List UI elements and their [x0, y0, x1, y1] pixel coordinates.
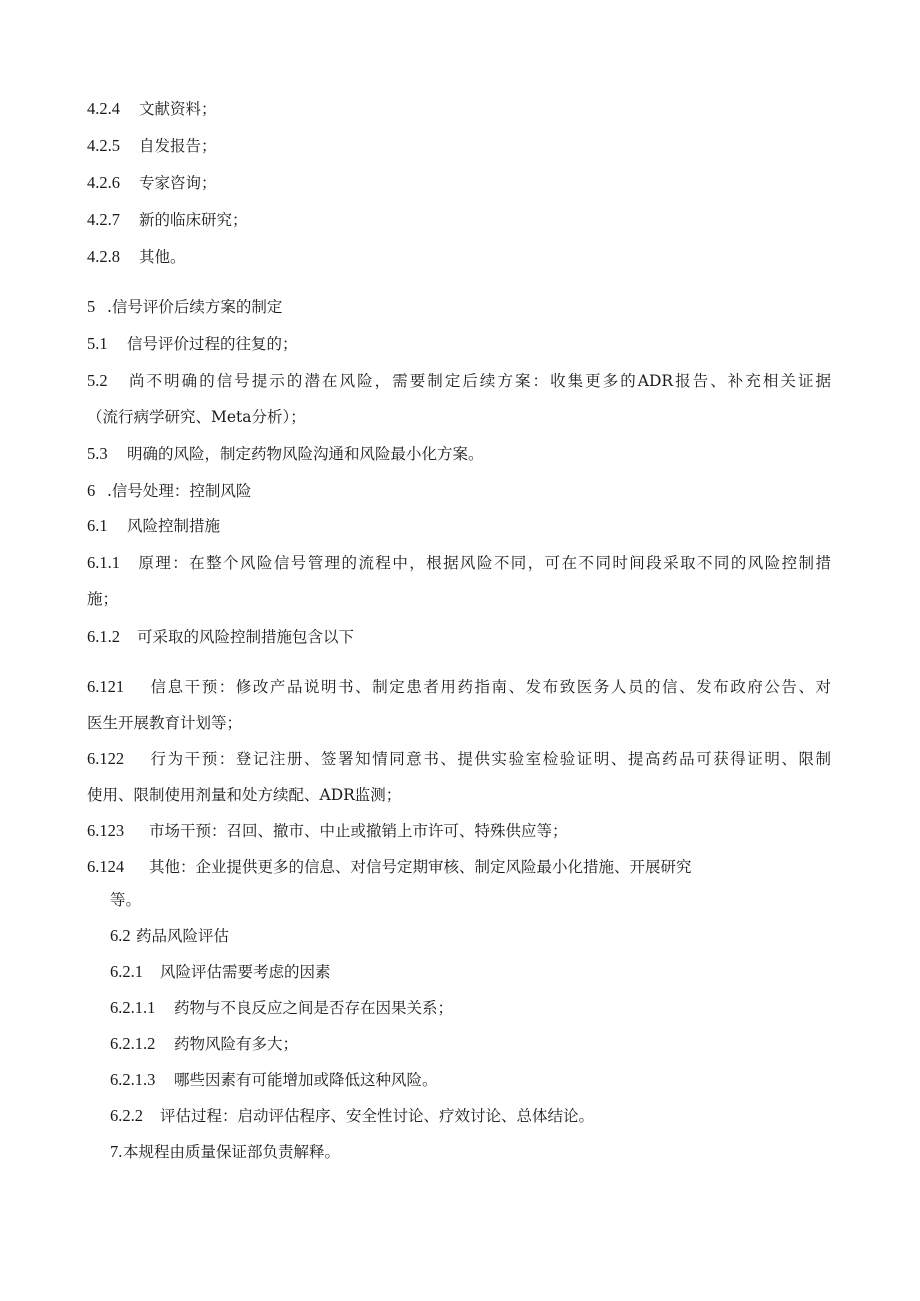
item-text: 明确的风险，制定药物风险沟通和风险最小化方案。: [127, 445, 484, 463]
item-text: 新的临床研究；: [139, 211, 248, 229]
item-text: 施；: [87, 590, 119, 608]
item-number: 6.2.2: [110, 1106, 143, 1125]
item-6-121: [87, 677, 831, 697]
item-6-1-1: [87, 553, 831, 573]
item-7: [110, 1142, 340, 1162]
item-6-2-1-1: [110, 998, 453, 1018]
item-number: 6.2: [110, 926, 131, 945]
item-4-2-5: [87, 136, 217, 156]
item-number: 6.1.1: [87, 553, 120, 572]
item-text: 可采取的风险控制措施包含以下: [137, 628, 355, 646]
item-5-3: [87, 444, 484, 464]
item-text: 药物与不良反应之间是否存在因果关系；: [174, 999, 454, 1017]
item-number: 4.2.4: [87, 99, 120, 118]
item-number: 6.123: [87, 821, 125, 840]
item-number: 5.2: [87, 371, 108, 390]
item-number: 6.124: [87, 857, 125, 876]
section-number: 6: [87, 481, 96, 500]
item-text: 等。: [110, 891, 142, 909]
item-number: 4.2.5: [87, 136, 120, 155]
item-text: 信息干预：修改产品说明书、制定患者用药指南、发布致医务人员的信、发布政府公告、对: [149, 678, 831, 696]
item-6-122: [87, 749, 831, 769]
item-text: 药物风险有多大；: [174, 1035, 299, 1053]
item-6-124-continued: [110, 890, 141, 910]
item-text: 信号评价过程的往复的；: [127, 335, 298, 353]
item-number: 6.122: [87, 749, 125, 768]
item-text: 本规程由质量保证部负责解释。: [123, 1143, 341, 1161]
item-text: 自发报告；: [139, 137, 217, 155]
item-6-1-1-continued: [87, 589, 118, 609]
item-6-2-1-3: [110, 1070, 438, 1090]
item-text: 行为干预：登记注册、签署知情同意书、提供实验室检验证明、提高药品可获得证明、限制: [149, 750, 831, 768]
item-number: 7.: [110, 1142, 123, 1161]
item-5-2: [87, 371, 831, 391]
item-text: 使用、限制使用剂量和处方续配、ADR监测；: [87, 786, 402, 804]
item-number: 6.121: [87, 677, 125, 696]
item-text: 其他。: [139, 248, 186, 266]
section-title: .信号评价后续方案的制定: [107, 298, 283, 316]
item-5-1: [87, 334, 298, 354]
item-6-1-2: [87, 627, 354, 647]
item-6-122-continued: [87, 785, 401, 805]
item-text: 专家咨询；: [139, 174, 217, 192]
item-5-2-continued: [87, 407, 306, 427]
item-6-123: [87, 821, 568, 841]
item-4-2-8: [87, 247, 186, 267]
item-text: （流行病学研究、Meta分析）；: [87, 408, 306, 426]
item-6-2-1: [110, 962, 331, 982]
item-number: 4.2.8: [87, 247, 120, 266]
item-text: 风险控制措施: [127, 517, 221, 535]
section-title: .信号处理：控制风险: [107, 482, 252, 500]
item-6-2-1-2: [110, 1034, 298, 1054]
item-number: 6.1.2: [87, 627, 120, 646]
item-text: 其他：企业提供更多的信息、对信号定期审核、制定风险最小化措施、开展研究: [149, 858, 692, 876]
item-6-2-2: [110, 1106, 594, 1126]
item-6-121-continued: [87, 713, 242, 733]
section-number: 5: [87, 297, 96, 316]
item-number: 6.1: [87, 516, 108, 535]
item-6-2: [110, 926, 229, 946]
item-number: 5.3: [87, 444, 108, 463]
item-number: 5.1: [87, 334, 108, 353]
item-text: 原理：在整个风险信号管理的流程中，根据风险不同，可在不同时间段采取不同的风险控制措: [137, 554, 831, 572]
item-number: 6.2.1.3: [110, 1070, 156, 1089]
item-text: 哪些因素有可能增加或降低这种风险。: [174, 1071, 438, 1089]
item-text: 尚不明确的信号提示的潜在风险，需要制定后续方案：收集更多的ADR报告、补充相关证据: [127, 372, 831, 390]
section-6-heading: [87, 481, 251, 501]
item-text: 市场干预：召回、撤市、中止或撤销上市许可、特殊供应等；: [149, 822, 568, 840]
item-text: 风险评估需要考虑的因素: [160, 963, 331, 981]
item-text: 医生开展教育计划等；: [87, 714, 243, 732]
item-number: 6.2.1.1: [110, 998, 156, 1017]
section-5-heading: [87, 297, 282, 317]
item-text: 评估过程：启动评估程序、安全性讨论、疗效讨论、总体结论。: [160, 1107, 595, 1125]
item-4-2-7: [87, 210, 248, 230]
item-number: 6.2.1: [110, 962, 143, 981]
item-number: 6.2.1.2: [110, 1034, 156, 1053]
item-4-2-4: [87, 99, 217, 119]
item-4-2-6: [87, 173, 217, 193]
item-text: 文献资料；: [139, 100, 217, 118]
item-6-1: [87, 516, 220, 536]
item-number: 4.2.7: [87, 210, 120, 229]
item-text: 药品风险评估: [136, 927, 230, 945]
item-number: 4.2.6: [87, 173, 120, 192]
item-6-124: [87, 857, 692, 877]
